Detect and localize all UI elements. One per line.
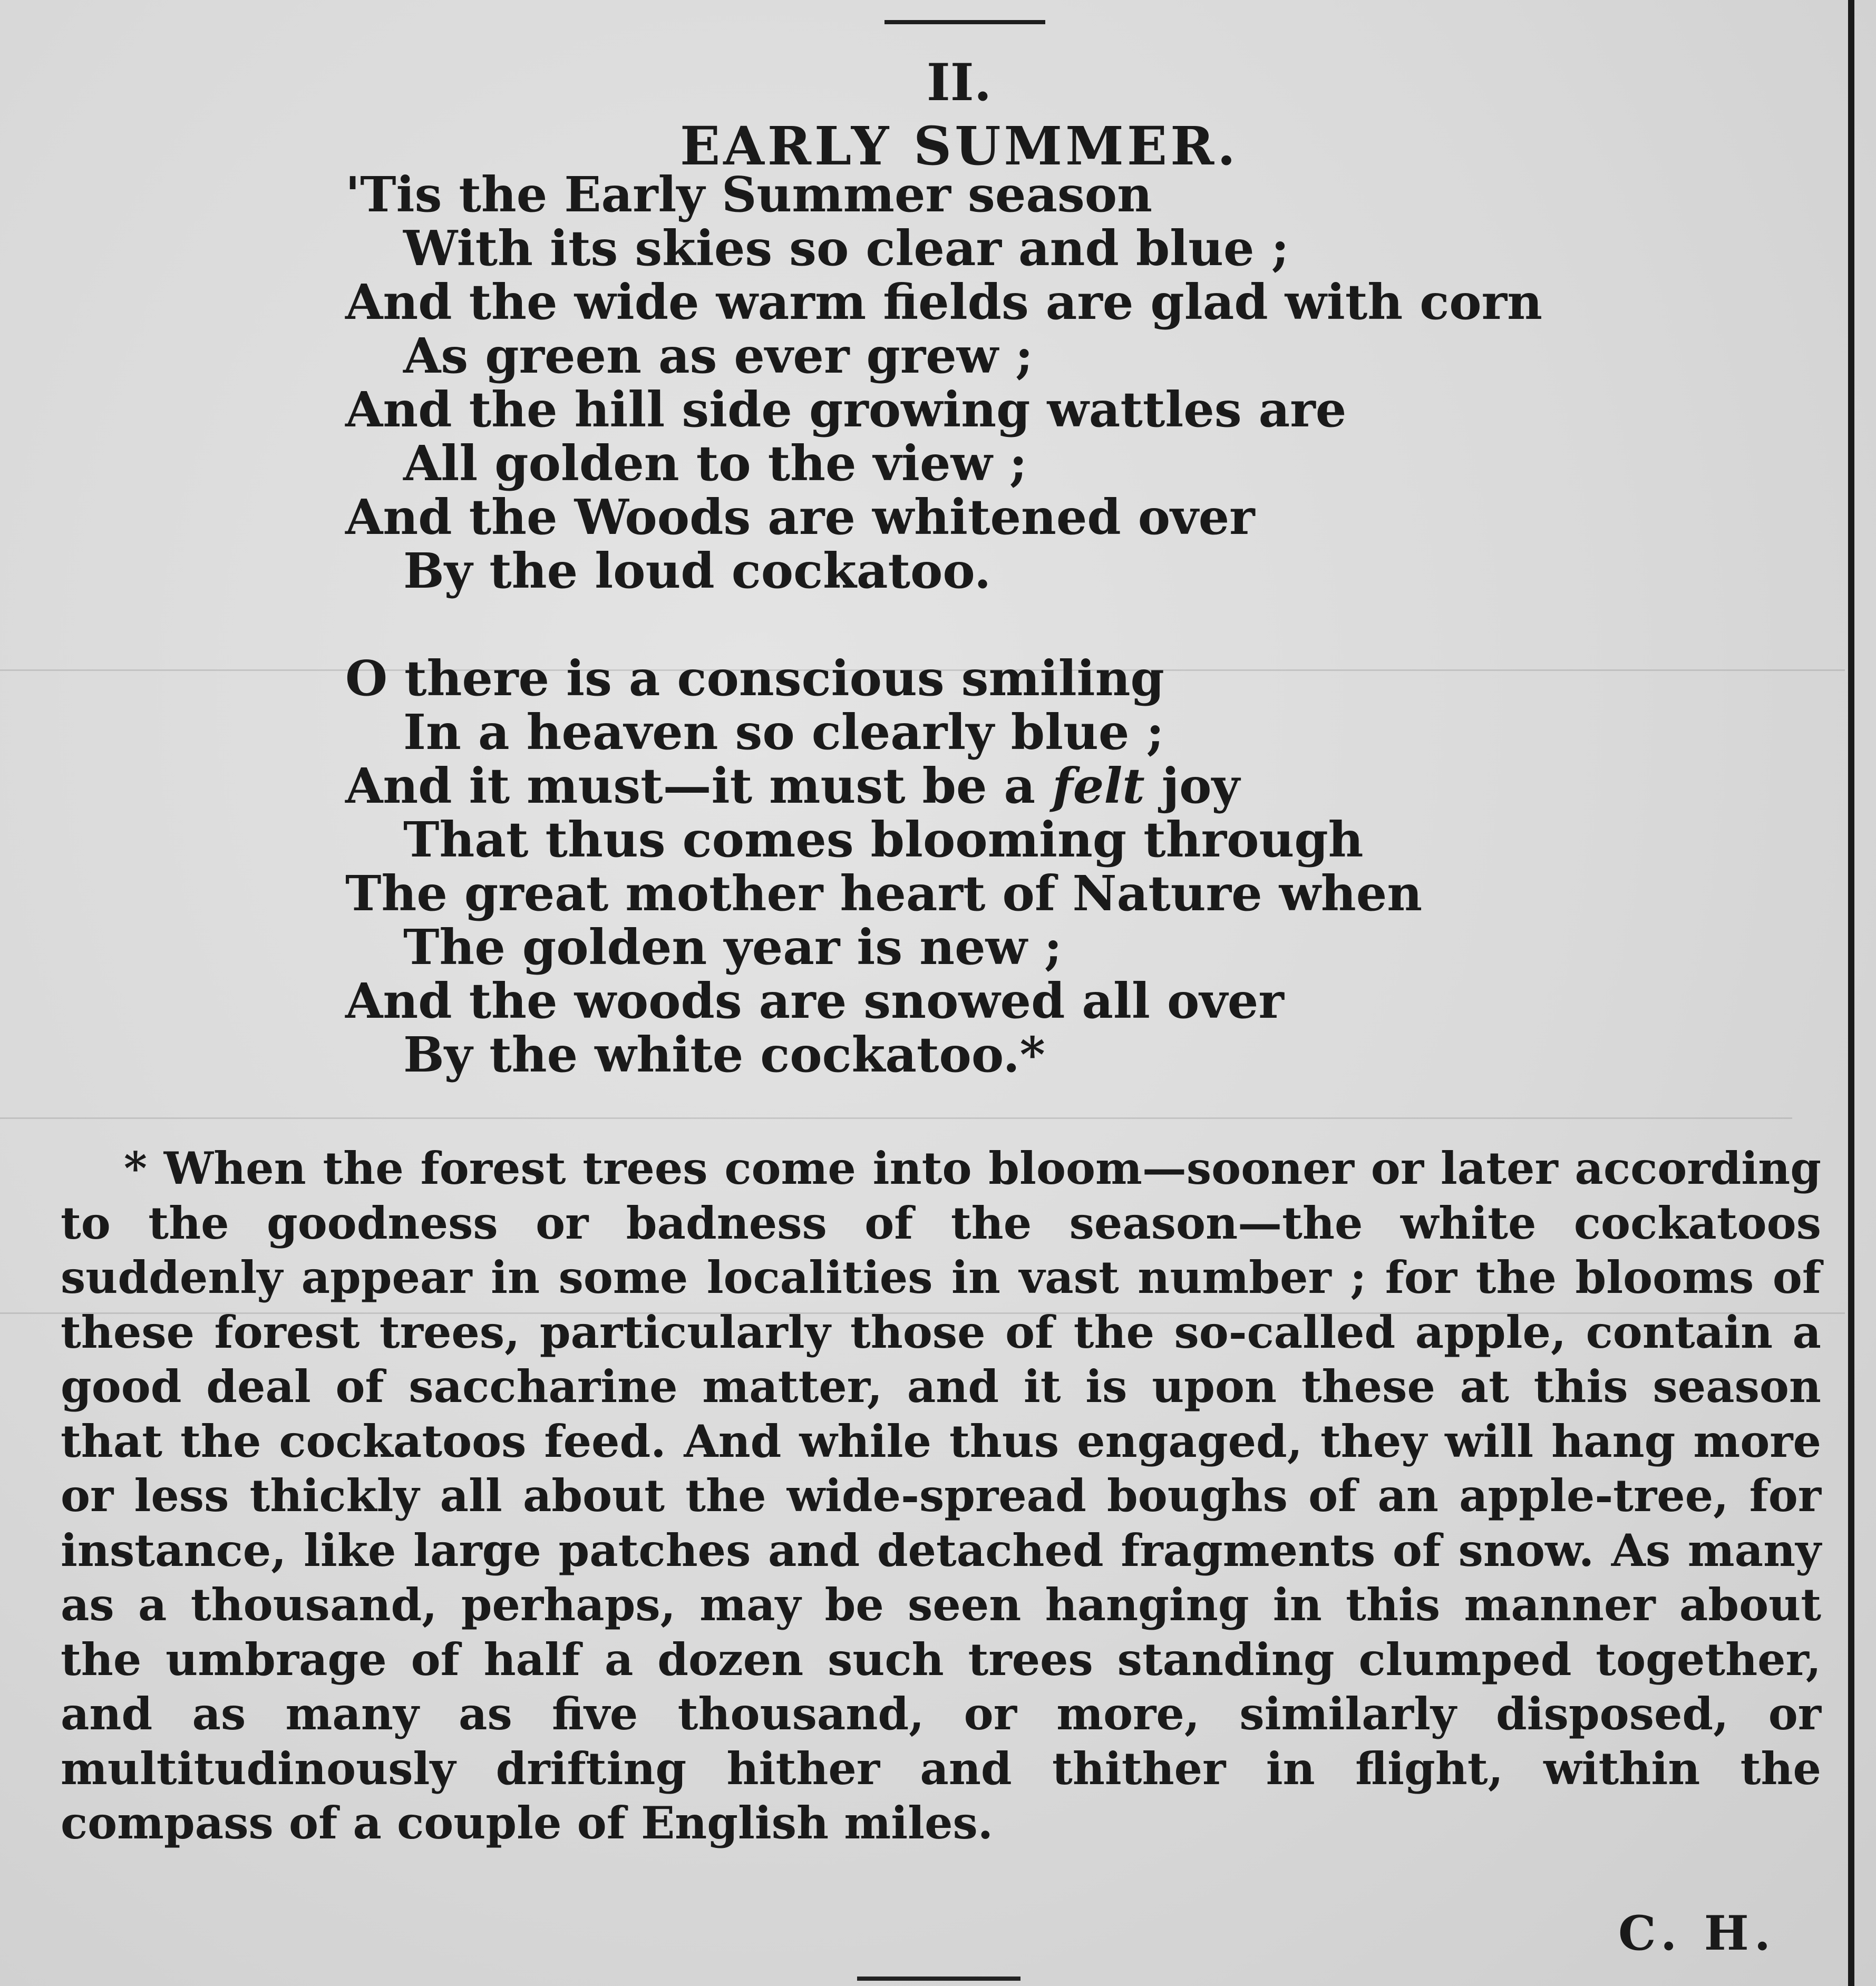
author-signature: C. H. [1618,1905,1776,1961]
verse-line: All golden to the view ; [403,435,1027,492]
verse-line: With its skies so clear and blue ; [403,220,1289,277]
verse-line: As green as ever grew ; [403,327,1033,384]
verse-line: In a heaven so clearly blue ; [403,704,1164,761]
verse-text: And it must—it must be a [345,757,1036,814]
column-border-rule [1848,0,1854,1986]
verse-line: 'Tis the Early Summer season [345,166,1153,223]
italic-word: felt [1052,757,1145,814]
verse-line: And the Woods are whitened over [345,489,1255,546]
verse-line: And the woods are snowed all over [345,972,1284,1029]
poem-stanza-1 [345,168,1542,598]
top-divider-rule [884,20,1045,24]
verse-line: The golden year is new ; [403,919,1062,976]
footnote-paragraph: * When the forest trees come into bloom—sooner or later according to the goodness or badness of the season—the white cockatoos suddenly appear in some localities in vast number ; for the blooms of these forest trees, particularly those of the so-called apple, contain a good deal of saccharine matter, and it is upon these at this season that the cockatoos feed. And while thus engaged, they will hang more or less thickly all about the wide-spread boughs of an apple-tree, for instance, like large patches and detached fragments of snow. As many as a thousand, perhaps, may be seen hanging in this manner about the umbrage of half a dozen such trees standing clumped together, and as many as five thousand, or more, similarly disposed, or multitudinously drifting hither and thither in flight, within the compass of a couple of English miles. [61,1142,1821,1849]
poem-stanza-2 [345,651,1422,1082]
poem-section-numeral: II. [926,53,992,112]
verse-line: And the hill side growing wattles are [345,381,1347,438]
verse-line: And the wide warm fields are glad with corn [345,274,1542,330]
bleed-through-line [0,1117,1792,1119]
verse-line: The great mother heart of Nature when [345,865,1423,922]
poem-title: EARLY SUMMER. [680,115,1239,177]
verse-line: That thus comes blooming through [403,811,1364,868]
bottom-divider-rule [857,1977,1020,1981]
verse-line: By the loud cockatoo. [403,542,992,599]
verse-line-with-italic [345,759,1422,813]
verse-line: By the white cockatoo.* [403,1026,1045,1083]
verse-line: O there is a conscious smiling [345,650,1164,707]
verse-text: joy [1161,757,1240,814]
